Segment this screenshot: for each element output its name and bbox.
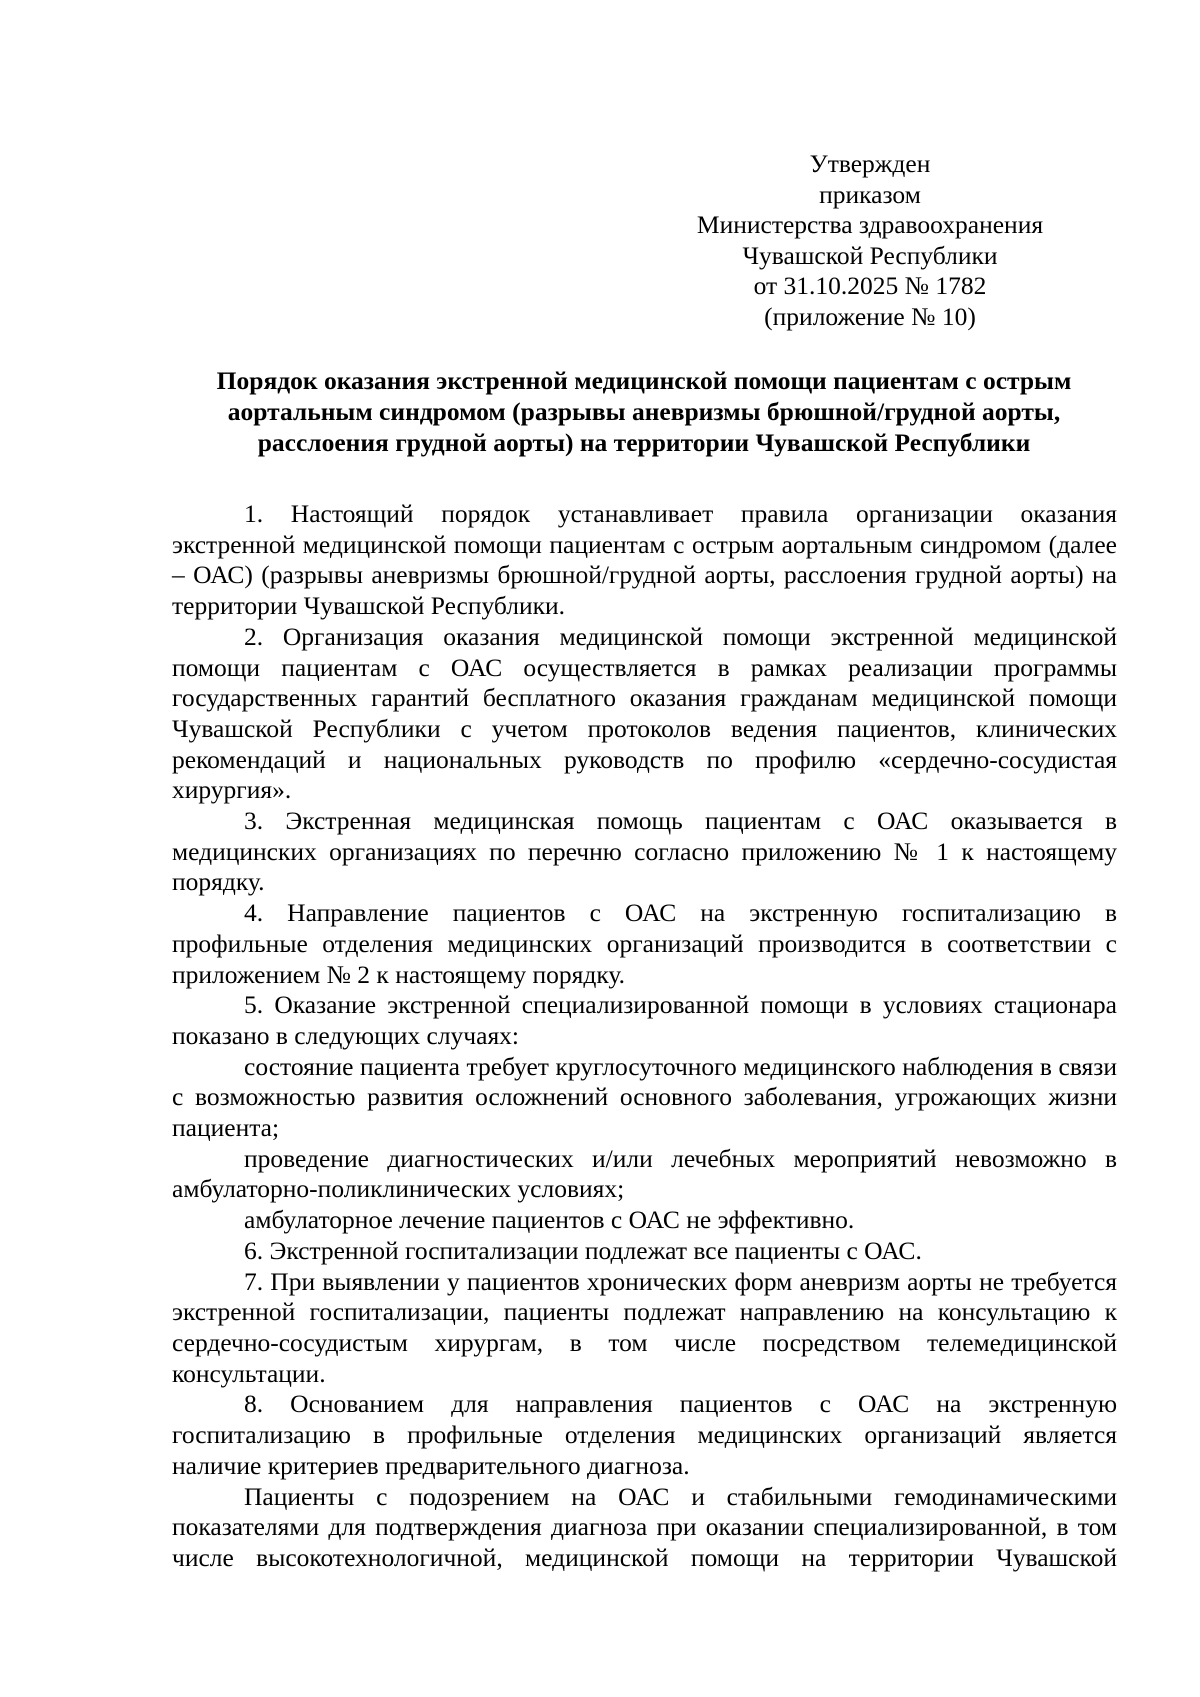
approval-line: от 31.10.2025 № 1782	[753, 271, 987, 300]
approval-line: Утвержден	[809, 149, 931, 178]
paragraph-continued: Пациенты с подозрением на ОАС и стабильными гемодинамическими показателями для подтверждения диагноза при оказании специализированной, в том числе высокотехнологичной, медицинской помощи на территории Чувашской	[172, 1481, 1117, 1572]
paragraph-5: 5. Оказание экстренной специализированной помощи в условиях стационара показано в следующих случаях:	[172, 990, 1117, 1050]
title-line: аортальным синдромом (разрывы аневризмы брюшной/грудной аорты,	[227, 397, 1061, 426]
document-title	[170, 365, 1118, 458]
paragraph-8: 8. Основанием для направления пациентов с ОАС на экстренную госпитализацию в профильные отделения медицинских организаций является наличие критериев предварительного диагноза.	[172, 1389, 1117, 1480]
title-line: Порядок оказания экстренной медицинской помощи пациентам с острым	[216, 366, 1072, 395]
document-body	[172, 499, 1117, 1574]
paragraph-1: 1. Настоящий порядок устанавливает правила организации оказания экстренной медицинской помощи пациентам с острым аортальным синдромом (далее – ОАС) (разрывы аневризмы брюшной/грудной аорты, расслоения грудной аорты) на территории Чувашской Республики.	[172, 499, 1117, 621]
approval-line: Чувашской Республики	[742, 240, 998, 270]
paragraph-4: 4. Направление пациентов с ОАС на экстренную госпитализацию в профильные отделения медицинских организаций производится в соответствии с приложением № 2 к настоящему порядку.	[172, 898, 1117, 989]
approval-line: приказом	[819, 179, 921, 209]
approval-stamp	[660, 149, 1080, 332]
title-line: расслоения грудной аорты) на территории Чувашской Республики	[257, 428, 1031, 457]
paragraph-7: 7. При выявлении у пациентов хронических форм аневризм аорты не требуется экстренной госпитализации, пациенты подлежат направлению на консультацию к сердечно-сосудистым хирургам, в том числе посредством телемедицинской консультации.	[172, 1266, 1117, 1388]
approval-line: Министерства здравоохранения	[696, 210, 1044, 239]
paragraph-6: 6. Экстренной госпитализации подлежат все пациенты с ОАС.	[244, 1235, 922, 1265]
paragraph-2: 2. Организация оказания медицинской помощи экстренной медицинской помощи пациентам с ОАС осуществляется в рамках реализации программы государственных гарантий бесплатного оказания гражданам медицинской помощи Чувашской Республики с учетом протоколов ведения пациентов, клинических рекомендаций и национальных руководств по профилю «сердечно-сосудистая хирургия».	[172, 621, 1117, 805]
list-item: состояние пациента требует круглосуточного медицинского наблюдения в связи с возможностью развития осложнений основного заболевания, угрожающих жизни пациента;	[172, 1051, 1117, 1143]
paragraph-3: 3. Экстренная медицинская помощь пациентам с ОАС оказывается в медицинских организациях по перечню согласно приложению № 1 к настоящему порядку.	[172, 806, 1117, 897]
list-item: амбулаторное лечение пациентов с ОАС не эффективно.	[244, 1205, 855, 1235]
approval-line: (приложение № 10)	[764, 301, 976, 331]
list-item: проведение диагностических и/или лечебных мероприятий невозможно в амбулаторно-поликлинических условиях;	[172, 1143, 1117, 1204]
